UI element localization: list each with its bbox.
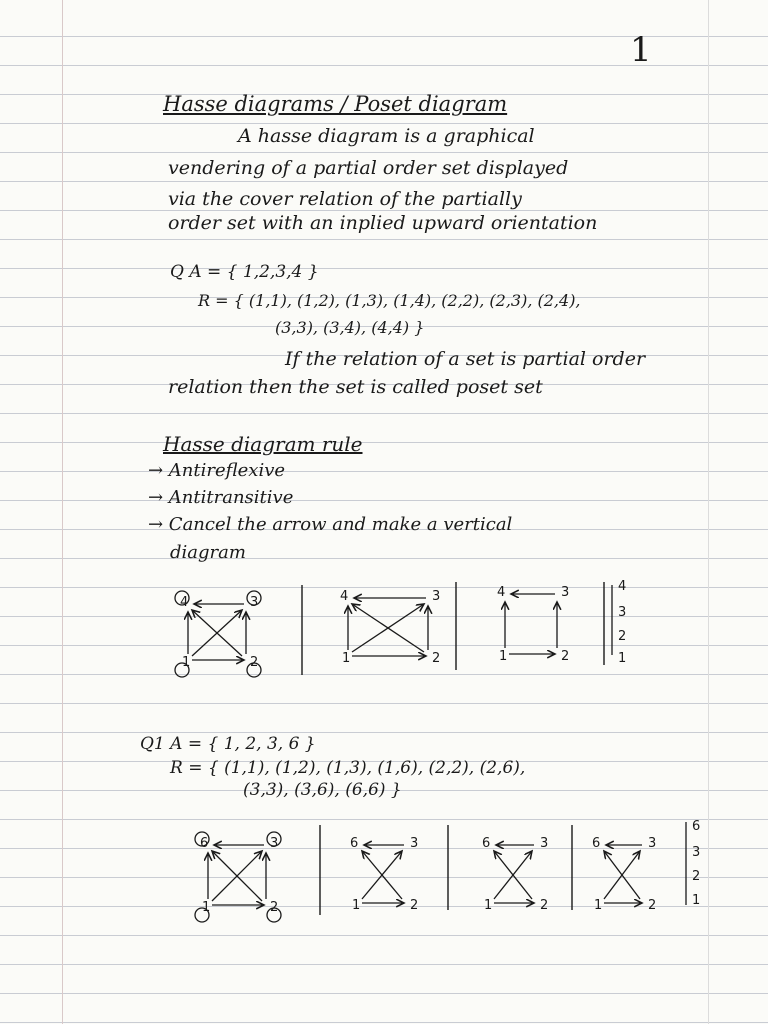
node-label: 3	[618, 605, 627, 620]
rule-1: → Antireflexive	[148, 460, 286, 481]
node-label: 6	[482, 836, 491, 851]
node-label: 2	[648, 898, 657, 913]
node-label: 3	[540, 836, 549, 851]
node-label: 2	[432, 651, 441, 666]
node-label: 1	[202, 900, 211, 915]
node-label: 1	[484, 898, 493, 913]
node-label: 3	[648, 836, 657, 851]
example1-relation-line-2: (3,3), (3,4), (4,4) }	[275, 318, 425, 337]
node-label: 2	[618, 629, 627, 644]
node-label: 4	[180, 595, 189, 610]
node-label: 4	[340, 589, 349, 604]
definition-line-3: via the cover relation of the partially	[168, 188, 522, 210]
node-label: 6	[692, 819, 701, 834]
poset-note-line-2: relation then the set is called poset set	[168, 376, 543, 398]
node-label: 2	[270, 900, 279, 915]
definition-line-1: A hasse diagram is a graphical	[238, 125, 535, 147]
node-label: 2	[250, 655, 259, 670]
node-label: 3	[432, 589, 441, 604]
node-label: 2	[692, 869, 701, 884]
node-label: 6	[592, 836, 601, 851]
node-label: 4	[497, 585, 506, 600]
page-number: 1	[630, 30, 652, 70]
definition-line-2: vendering of a partial order set displayed	[168, 157, 569, 179]
example2-set: Q1 A = { 1, 2, 3, 6 }	[140, 734, 316, 754]
rule-4: diagram	[170, 542, 246, 563]
node-label: 3	[410, 836, 419, 851]
example1-set: Q A = { 1,2,3,4 }	[170, 262, 319, 282]
rule-2: → Antitransitive	[148, 487, 294, 508]
node-label: 3	[561, 585, 570, 600]
node-label: 2	[561, 649, 570, 664]
node-label: 2	[540, 898, 549, 913]
node-label: 3	[692, 845, 701, 860]
node-label: 6	[350, 836, 359, 851]
example1-relation-line-1: R = { (1,1), (1,2), (1,3), (1,4), (2,2), (2,3), (2,4),	[198, 291, 581, 310]
rules-heading: Hasse diagram rule	[163, 432, 363, 456]
node-label: 1	[692, 893, 701, 908]
node-label: 1	[618, 651, 627, 666]
definition-line-4: order set with an inplied upward orientation	[168, 212, 598, 234]
poset-note-line-1: If the relation of a set is partial order	[285, 348, 646, 370]
rule-3: → Cancel the arrow and make a vertical	[148, 514, 513, 535]
node-label: 1	[594, 898, 603, 913]
page-heading: Hasse diagrams / Poset diagram	[163, 92, 508, 116]
node-label: 3	[250, 595, 259, 610]
node-label: 1	[499, 649, 508, 664]
node-label: 1	[342, 651, 351, 666]
node-label: 1	[352, 898, 361, 913]
example2-relation-line-2: (3,3), (3,6), (6,6) }	[243, 780, 402, 800]
node-label: 1	[182, 655, 191, 670]
example2-relation-line-1: R = { (1,1), (1,2), (1,3), (1,6), (2,2), (2,6),	[170, 758, 526, 778]
node-label: 6	[200, 836, 209, 851]
node-label: 3	[270, 836, 279, 851]
node-label: 4	[618, 579, 627, 594]
node-label: 2	[410, 898, 419, 913]
